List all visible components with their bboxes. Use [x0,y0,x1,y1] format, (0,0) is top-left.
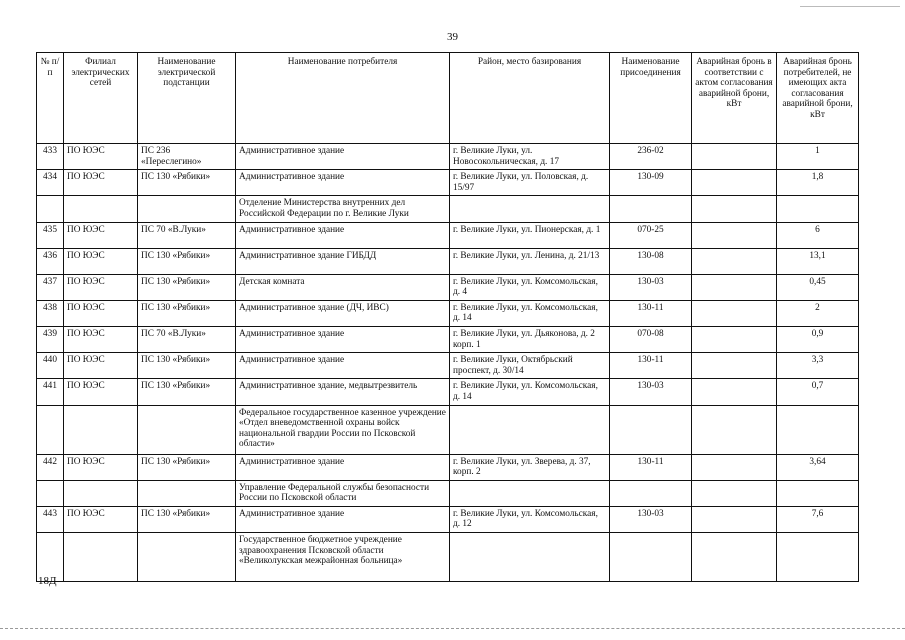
table-row [37,506,859,532]
table-subrow [37,405,859,454]
cell-connection [610,196,692,222]
cell-reserve-act [692,196,777,222]
cell-location: г. Великие Луки, ул. Пионерская, д. 1 [450,222,610,248]
cell-consumer: Административное здание [236,454,450,480]
cell-location: г. Великие Луки, ул. Новосокольническая, д. 17 [450,144,610,170]
cell-consumer: Административное здание (ДЧ, ИВС) [236,300,450,326]
page-number: 39 [447,31,458,43]
header-consumer: Наименование потребителя [236,53,450,144]
cell-substation: ПС 130 «Рябики» [138,248,236,274]
cell-num [37,196,64,222]
cell-reserve-noact [777,196,859,222]
cell-branch: ПО ЮЭС [64,379,138,405]
cell-reserve-act [692,454,777,480]
cell-consumer: Детская комната [236,274,450,300]
cell-location [450,405,610,454]
cell-branch: ПО ЮЭС [64,326,138,352]
cell-consumer: Отделение Министерства внутренних дел Российской Федерации по г. Великие Луки [236,196,450,222]
cell-reserve-noact: 0,9 [777,326,859,352]
cell-location: г. Великие Луки, ул. Комсомольская, д. 12 [450,506,610,532]
cell-connection: 130-03 [610,506,692,532]
cell-reserve-noact: 0,45 [777,274,859,300]
header-reserve-noact: Аварийная бронь потребителей, не имеющих акта согласования аварийной брони, кВт [777,53,859,144]
cell-reserve-act [692,405,777,454]
cell-branch: ПО ЮЭС [64,170,138,196]
table-body [37,144,859,582]
table-subrow [37,196,859,222]
cell-substation [138,405,236,454]
cell-consumer: Административное здание [236,326,450,352]
cell-branch: ПО ЮЭС [64,300,138,326]
cell-reserve-act [692,248,777,274]
cell-substation: ПС 130 «Рябики» [138,506,236,532]
scan-artifact-top [800,6,900,7]
cell-reserve-noact [777,533,859,582]
cell-connection: 130-11 [610,300,692,326]
cell-location: г. Великие Луки, ул. Комсомольская, д. 4 [450,274,610,300]
cell-consumer: Административное здание [236,353,450,379]
cell-consumer: Административное здание [236,144,450,170]
cell-substation: ПС 130 «Рябики» [138,300,236,326]
cell-reserve-act [692,379,777,405]
cell-reserve-act [692,353,777,379]
cell-branch: ПО ЮЭС [64,222,138,248]
cell-location: г. Великие Луки, ул. Ленина, д. 21/13 [450,248,610,274]
cell-branch [64,405,138,454]
cell-reserve-noact: 2 [777,300,859,326]
cell-num [37,480,64,506]
cell-num: 439 [37,326,64,352]
cell-consumer: Государственное бюджетное учреждение здравоохранения Псковской области «Великолукская межрайонная больница» [236,533,450,582]
cell-location: г. Великие Луки, ул. Комсомольская, д. 14 [450,379,610,405]
cell-location: г. Великие Луки, Октябрьский проспект, д. 30/14 [450,353,610,379]
cell-num: 434 [37,170,64,196]
cell-location [450,196,610,222]
header-substation: Наименование электрической подстанции [138,53,236,144]
cell-reserve-noact: 3,64 [777,454,859,480]
cell-substation: ПС 130 «Рябики» [138,454,236,480]
cell-reserve-act [692,506,777,532]
cell-branch: ПО ЮЭС [64,274,138,300]
cell-branch: ПО ЮЭС [64,144,138,170]
cell-connection [610,533,692,582]
cell-connection [610,480,692,506]
table-row [37,170,859,196]
cell-reserve-noact [777,405,859,454]
cell-location: г. Великие Луки, ул. Половская, д. 15/97 [450,170,610,196]
cell-reserve-act [692,170,777,196]
cell-reserve-act [692,480,777,506]
cell-substation [138,480,236,506]
cell-connection: 070-08 [610,326,692,352]
cell-branch: ПО ЮЭС [64,506,138,532]
table-subrow [37,480,859,506]
cell-connection: 130-03 [610,274,692,300]
cell-branch [64,533,138,582]
cell-connection: 130-11 [610,353,692,379]
cell-connection: 130-09 [610,170,692,196]
table-row [37,300,859,326]
cell-location: г. Великие Луки, ул. Дьяконова, д. 2 корп. 1 [450,326,610,352]
header-connection: Наименование присоединения [610,53,692,144]
cell-num: 442 [37,454,64,480]
cell-reserve-noact: 13,1 [777,248,859,274]
cell-location [450,480,610,506]
table-row [37,248,859,274]
reserve-table [36,52,859,582]
cell-connection: 130-03 [610,379,692,405]
table-row [37,326,859,352]
cell-num: 438 [37,300,64,326]
cell-substation: ПС 130 «Рябики» [138,170,236,196]
cell-num: 435 [37,222,64,248]
cell-substation [138,533,236,582]
header-branch: Филиал электрических сетей [64,53,138,144]
cell-num: 440 [37,353,64,379]
cell-num: 433 [37,144,64,170]
cell-substation: ПС 236 «Переслегино» [138,144,236,170]
cell-num: 436 [37,248,64,274]
cell-reserve-noact: 1,8 [777,170,859,196]
cell-num: 441 [37,379,64,405]
cell-branch: ПО ЮЭС [64,248,138,274]
cell-location: г. Великие Луки, ул. Зверева, д. 37, корп. 2 [450,454,610,480]
cell-substation: ПС 70 «В.Луки» [138,326,236,352]
cell-substation: ПС 130 «Рябики» [138,353,236,379]
table-row [37,379,859,405]
cell-reserve-act [692,300,777,326]
table-row [37,454,859,480]
cell-reserve-noact: 7,6 [777,506,859,532]
cell-branch [64,196,138,222]
cell-connection: 236-02 [610,144,692,170]
cell-consumer: Федеральное государственное казенное учреждение «Отдел вневедомственной охраны войск национальной гвардии России по Псковской области» [236,405,450,454]
cell-connection: 130-11 [610,454,692,480]
cell-consumer: Административное здание [236,170,450,196]
cell-num: 437 [37,274,64,300]
cell-substation: ПС 130 «Рябики» [138,379,236,405]
cell-location: г. Великие Луки, ул. Комсомольская, д. 14 [450,300,610,326]
cell-connection: 130-08 [610,248,692,274]
cell-reserve-act [692,222,777,248]
header-num: № п/п [37,53,64,144]
table-header-row [37,53,859,144]
cell-reserve-noact [777,480,859,506]
cell-branch [64,480,138,506]
cell-reserve-act [692,274,777,300]
cell-connection [610,405,692,454]
cell-substation: ПС 130 «Рябики» [138,274,236,300]
cell-consumer: Управление Федеральной службы безопасности России по Псковской области [236,480,450,506]
cell-reserve-act [692,533,777,582]
cell-reserve-noact: 6 [777,222,859,248]
header-reserve-act: Аварийная бронь в соответствии с актом согласования аварийной брони, кВт [692,53,777,144]
header-location: Район, место базирования [450,53,610,144]
cell-location [450,533,610,582]
cell-consumer: Административное здание, медвытрезвитель [236,379,450,405]
table-row [37,222,859,248]
cell-branch: ПО ЮЭС [64,454,138,480]
cell-substation [138,196,236,222]
cell-reserve-act [692,326,777,352]
table-row [37,144,859,170]
cell-connection: 070-25 [610,222,692,248]
cell-consumer: Административное здание [236,506,450,532]
cell-reserve-noact: 0,7 [777,379,859,405]
cell-reserve-noact: 3,3 [777,353,859,379]
table-subrow [37,533,859,582]
cell-reserve-act [692,144,777,170]
cell-substation: ПС 70 «В.Луки» [138,222,236,248]
scan-artifact-bottom [0,628,905,629]
table-row [37,274,859,300]
cell-consumer: Административное здание [236,222,450,248]
cell-num: 443 [37,506,64,532]
table-row [37,353,859,379]
cell-num [37,405,64,454]
cell-branch: ПО ЮЭС [64,353,138,379]
cell-reserve-noact: 1 [777,144,859,170]
cell-consumer: Административное здание ГИБДД [236,248,450,274]
footer-code: 18Д [38,575,57,587]
